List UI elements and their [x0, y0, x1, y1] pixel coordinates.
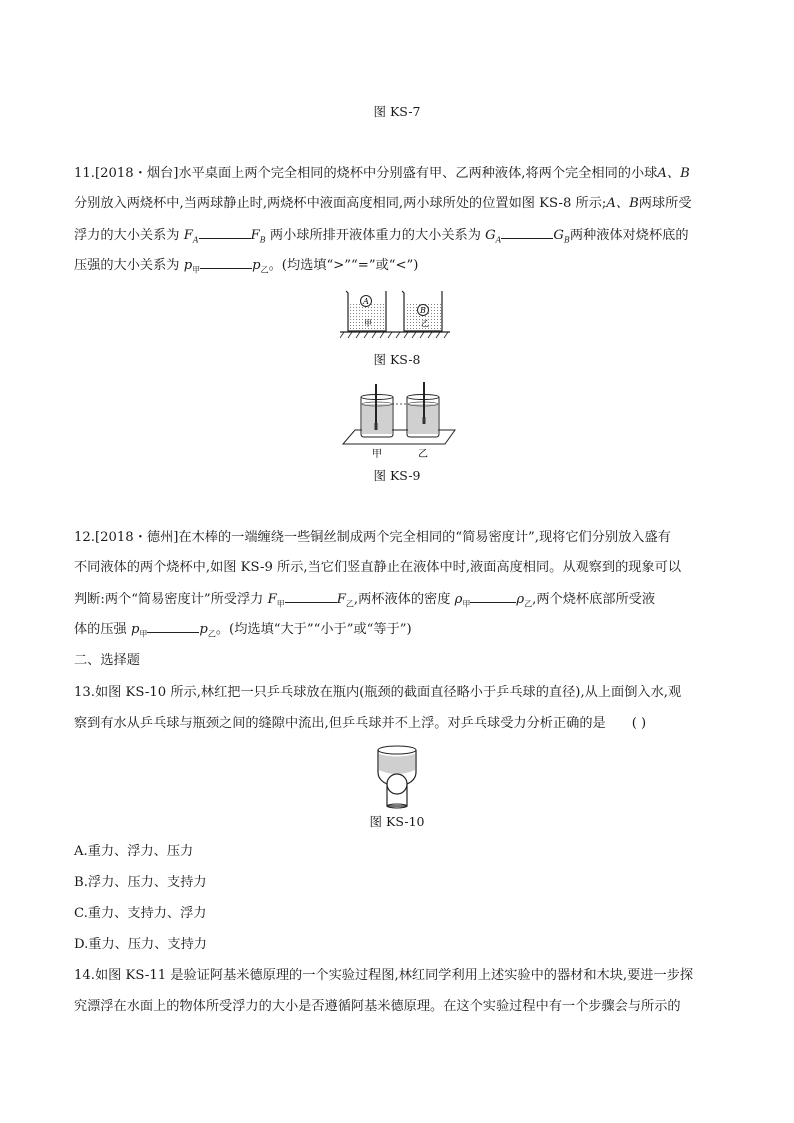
q12-blank-3[interactable] [147, 619, 199, 633]
q11-line-4 [74, 255, 724, 275]
beaker-right-label: 乙 [418, 449, 428, 460]
q12-rho-jia: ρ [454, 592, 463, 607]
q13-text-2: 察到有水从乒乓球与瓶颈之间的缝隙中流出,但乒乓球并不上浮。对乒乓球受力分析正确的是 [74, 716, 606, 731]
q11-text-3c: 两种液体对烧杯底的 [569, 228, 689, 243]
copper-wire-right [423, 417, 426, 424]
q11-sub-jia: 甲 [192, 265, 201, 275]
q13-line-1: 13.如图 KS-10 所示,林红把一只乒乓球放在瓶内(瓶颈的截面直径略小于乒乓球的直径),从上面倒入水,观 [74, 685, 682, 700]
q11-fa: F [183, 228, 193, 243]
copper-wire-left [375, 423, 378, 430]
q11-ga-sub: A [495, 235, 502, 245]
q11-fa-sub: A [192, 235, 199, 245]
q11-number: 11. [74, 166, 95, 181]
q11-blank-2[interactable] [501, 225, 553, 239]
q12-text-4a: 体的压强 [74, 622, 127, 637]
q11-text-4a: 压强的大小关系为 [74, 258, 180, 273]
q11-fb: F [250, 228, 260, 243]
figure-ks8-beakers [340, 285, 480, 345]
q11-fb-sub: B [259, 235, 266, 245]
figure-caption-ks8: 图 KS-8 [373, 352, 421, 367]
q12-line-2 [74, 558, 724, 578]
q12-f-yi: F [336, 592, 346, 607]
option-c[interactable]: C.重力、支持力、浮力 [74, 906, 207, 921]
q12-line-1 [74, 528, 724, 548]
bottle-water [379, 754, 415, 774]
option-b[interactable]: B.浮力、压力、支持力 [74, 875, 207, 890]
beaker-left-label: 甲 [372, 449, 382, 460]
q14-line-1: 14.如图 KS-11 是验证阿基米德原理的一个实验过程图,林红同学利用上述实验中的器材和木块,要进一步探 [74, 968, 694, 983]
q12-blank-1[interactable] [285, 589, 337, 603]
q11-ga: G [485, 228, 496, 243]
q12-sub-yi: 乙 [345, 599, 354, 609]
ping-pong-ball [387, 774, 407, 794]
beaker-right-label: 乙 [421, 319, 429, 328]
q12-text-4b: 。(均选填“大于”“小于”或“等于”) [215, 622, 412, 637]
q12-sub-yi-3: 乙 [207, 629, 216, 639]
q12-p-yi: p [199, 622, 208, 637]
q11-text-2b: 两球所受 [638, 196, 692, 211]
q12-line-4 [74, 619, 724, 639]
q11-text-2: 分别放入两烧杯中,当两球静止时,两烧杯中液面高度相同,两小球所处的位置如图 KS-8 所示; [74, 196, 607, 211]
q11-balls-ab: A、B [657, 166, 690, 181]
q11-gb-sub: B [563, 235, 570, 245]
q14-line-2: 究漂浮在水面上的物体所受浮力的大小是否遵循阿基米德原理。在这个实验过程中有一个步骤会与所示的 [74, 999, 681, 1014]
beaker-left-label: 甲 [364, 319, 372, 328]
bottle-rim [378, 746, 416, 754]
q11-text-3b: 两小球所排开液体重力的大小关系为 [269, 228, 481, 243]
q12-p-jia: p [130, 622, 140, 637]
q12-text-3b: ,两杯液体的密度 [353, 592, 451, 607]
option-d[interactable]: D.重力、压力、支持力 [74, 937, 207, 952]
q11-line-3 [74, 225, 724, 245]
q12-text-1: 在木棒的一端缠绕一些铜丝制成两个完全相同的“简易密度计”,现将它们分别放入盛有 [178, 530, 671, 545]
q11-blank-1[interactable] [199, 225, 251, 239]
q12-line-3 [74, 589, 724, 609]
figure-ks10-bottle [367, 742, 427, 812]
ball-b-label: B [420, 306, 426, 315]
q12-sub-jia: 甲 [276, 599, 285, 609]
q12-sub-yi-2: 乙 [524, 599, 533, 609]
q12-text-3c: ,两个烧杯底部所受液 [532, 592, 656, 607]
q12-blank-2[interactable] [470, 589, 516, 603]
q12-number: 12. [74, 530, 95, 545]
ball-a-label: A [363, 297, 369, 306]
q12-text-3a: 判断:两个“简易密度计”所受浮力 [74, 592, 264, 607]
option-a[interactable]: A.重力、浮力、压力 [74, 844, 194, 859]
q12-sub-jia-3: 甲 [139, 629, 148, 639]
figure-ks9-density-meters [335, 380, 475, 460]
q12-text-2: 不同液体的两个烧杯中,如图 KS-9 所示,当它们竖直静止在液体中时,液面高度相同。从观察到的现象可以 [74, 560, 682, 575]
table-hatching [340, 332, 448, 338]
q11-text-4b: 。(均选填“>”“=”或“<”) [268, 258, 419, 273]
figure-caption-ks7: 图 KS-7 [373, 104, 421, 119]
q11-source: [2018・烟台] [94, 166, 179, 181]
q12-sub-jia-2: 甲 [462, 599, 471, 609]
q11-line-2 [74, 194, 724, 214]
section-heading-choice: 二、选择题 [74, 653, 140, 668]
q12-source: [2018・德州] [94, 530, 179, 545]
q12-rho-yi: ρ [516, 592, 525, 607]
q11-blank-3[interactable] [200, 255, 252, 269]
q13-answer-paren[interactable]: ( ) [631, 716, 647, 731]
figure-caption-ks9: 图 KS-9 [373, 468, 421, 483]
q11-text-3a: 浮力的大小关系为 [74, 228, 180, 243]
q11-p-jia: p [183, 258, 193, 273]
q11-balls-ab-2: A、B [606, 196, 639, 211]
q13-line-2 [74, 714, 724, 734]
board [343, 430, 455, 444]
q11-gb: G [553, 228, 564, 243]
q12-f-jia: F [267, 592, 277, 607]
figure-caption-ks10: 图 KS-10 [369, 814, 425, 829]
q11-line-1 [74, 164, 724, 184]
q11-p-yi: p [252, 258, 261, 273]
q11-sub-yi: 乙 [260, 265, 269, 275]
q11-text-1: 水平桌面上两个完全相同的烧杯中分别盛有甲、乙两种液体,将两个完全相同的小球 [178, 166, 658, 181]
